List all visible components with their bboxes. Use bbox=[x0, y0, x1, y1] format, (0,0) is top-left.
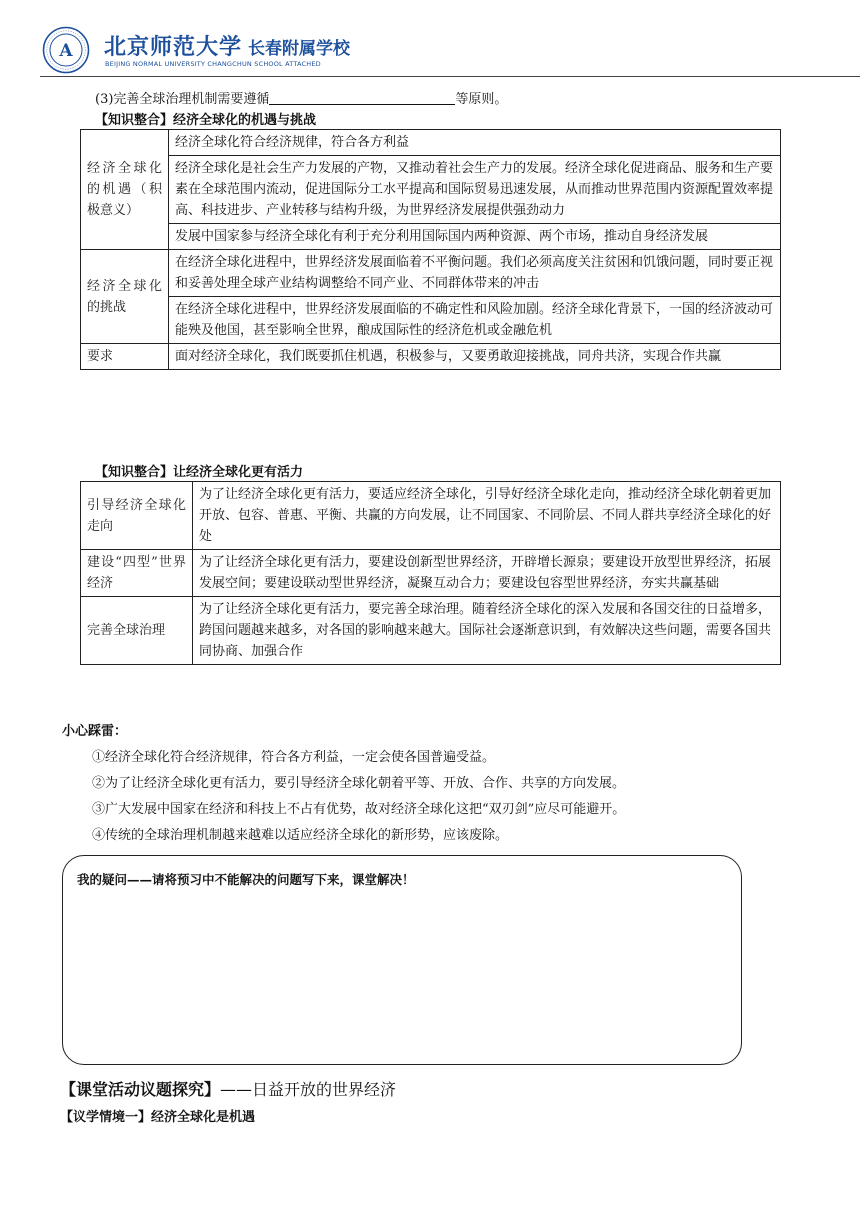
question-box[interactable] bbox=[62, 855, 742, 1065]
school-seal-logo bbox=[42, 26, 90, 74]
row-label-guide: 引导经济全球化走向 bbox=[81, 482, 193, 550]
section2-title: 【知识整合】让经济全球化更有活力 bbox=[95, 465, 304, 480]
warning-item: ④传统的全球治理机制越来越难以适应经济全球化的新形势，应该废除。 bbox=[92, 828, 509, 843]
table-cell: 在经济全球化进程中，世界经济发展面临着不平衡问题。我们必须高度关注贫困和饥饿问题，同时要正视和妥善处理全球产业结构调整给不同产业、不同群体带来的冲击 bbox=[169, 250, 781, 297]
table-row bbox=[81, 550, 781, 597]
row-label-opportunity: 经济全球化的机遇（积极意义） bbox=[81, 130, 169, 250]
table-row bbox=[81, 597, 781, 665]
table-cell: 经济全球化符合经济规律，符合各方利益 bbox=[169, 130, 781, 156]
warning-item: ①经济全球化符合经济规律，符合各方利益，一定会使各国普遍受益。 bbox=[92, 750, 496, 765]
table-cell: 为了让经济全球化更有活力，要完善全球治理。随着经济全球化的深入发展和各国交往的日益增多，跨国问题越来越多，对各国的影响越来越大。国际社会逐渐意识到，有效解决这些问题，需要各国共同协商、加强合作 bbox=[193, 597, 781, 665]
fill-in-prefix: (3)完善全球治理机制需要遵循 bbox=[95, 92, 270, 107]
table-cell: 为了让经济全球化更有活力，要建设创新型世界经济，开辟增长源泉；要建设开放型世界经济，拓展发展空间；要建设联动型世界经济，凝聚互动合力；要建设包容型世界经济，夯实共赢基础 bbox=[193, 550, 781, 597]
table-row bbox=[81, 482, 781, 550]
section1-title: 【知识整合】经济全球化的机遇与挑战 bbox=[95, 113, 317, 128]
warning-item: ②为了让经济全球化更有活力，要引导经济全球化朝着平等、开放、合作、共享的方向发展。 bbox=[92, 776, 626, 791]
activity-title bbox=[60, 1077, 396, 1100]
activity-subtitle: 【议学情境一】经济全球化是机遇 bbox=[60, 1110, 256, 1125]
table-row bbox=[81, 250, 781, 297]
table-cell: 为了让经济全球化更有活力，要适应经济全球化，引导好经济全球化走向，推动经济全球化朝着更加开放、包容、普惠、平衡、共赢的方向发展，让不同国家、不同阶层、不同人群共享经济全球化的好处 bbox=[193, 482, 781, 550]
svg-text:A: A bbox=[59, 41, 73, 61]
row-label-challenge: 经济全球化的挑战 bbox=[81, 250, 169, 344]
table-row bbox=[81, 224, 781, 250]
row-label-governance: 完善全球治理 bbox=[81, 597, 193, 665]
table-cell: 在经济全球化进程中，世界经济发展面临的不确定性和风险加剧。经济全球化背景下，一国的经济波动可能殃及他国，甚至影响全世界，酿成国际性的经济危机或金融危机 bbox=[169, 297, 781, 344]
activity-title-rest: ——日益开放的世界经济 bbox=[220, 1080, 397, 1099]
table-row bbox=[81, 156, 781, 224]
school-name-en: BEIJING NORMAL UNIVERSITY CHANGCHUN SCHOOL ATTACHED bbox=[105, 60, 321, 68]
question-prompt: 我的疑问——请将预习中不能解决的问题写下来，课堂解决！ bbox=[77, 872, 415, 887]
activity-title-bold: 【课堂活动议题探究】 bbox=[60, 1080, 221, 1099]
header-divider bbox=[40, 76, 860, 77]
fill-in-blank[interactable] bbox=[269, 91, 455, 105]
row-label-four-types: 建设“四型”世界经济 bbox=[81, 550, 193, 597]
table-cell: 面对经济全球化，我们既要抓住机遇，积极参与，又要勇敢迎接挑战，同舟共济，实现合作共赢 bbox=[169, 344, 781, 370]
table-row bbox=[81, 297, 781, 344]
table-row bbox=[81, 130, 781, 156]
table-cell: 经济全球化是社会生产力发展的产物，又推动着社会生产力的发展。经济全球化促进商品、服务和生产要素在全球范围内流动，促进国际分工水平提高和国际贸易迅速发展，从而推动世界范围内资源配置效率提高、科技进步、产业转移与结构升级，为世界经济发展提供强劲动力 bbox=[169, 156, 781, 224]
row-label-requirement: 要求 bbox=[81, 344, 169, 370]
globalization-vitality-table bbox=[80, 481, 781, 665]
page-header bbox=[0, 0, 860, 80]
opportunity-challenge-table bbox=[80, 129, 781, 370]
fill-in-suffix: 等原则。 bbox=[455, 92, 508, 107]
warnings-title: 小心踩雷： bbox=[62, 724, 128, 739]
table-cell: 发展中国家参与经济全球化有利于充分利用国际国内两种资源、两个市场，推动自身经济发展 bbox=[169, 224, 781, 250]
table-row bbox=[81, 344, 781, 370]
fill-in-line bbox=[95, 88, 507, 107]
school-name-cn: 北京师范大学 长春附属学校 bbox=[104, 34, 351, 60]
warning-item: ③广大发展中国家在经济和科技上不占有优势，故对经济全球化这把“双刃剑”应尽可能避开。 bbox=[92, 802, 626, 817]
school-name-sub: 长春附属学校 bbox=[248, 39, 351, 59]
